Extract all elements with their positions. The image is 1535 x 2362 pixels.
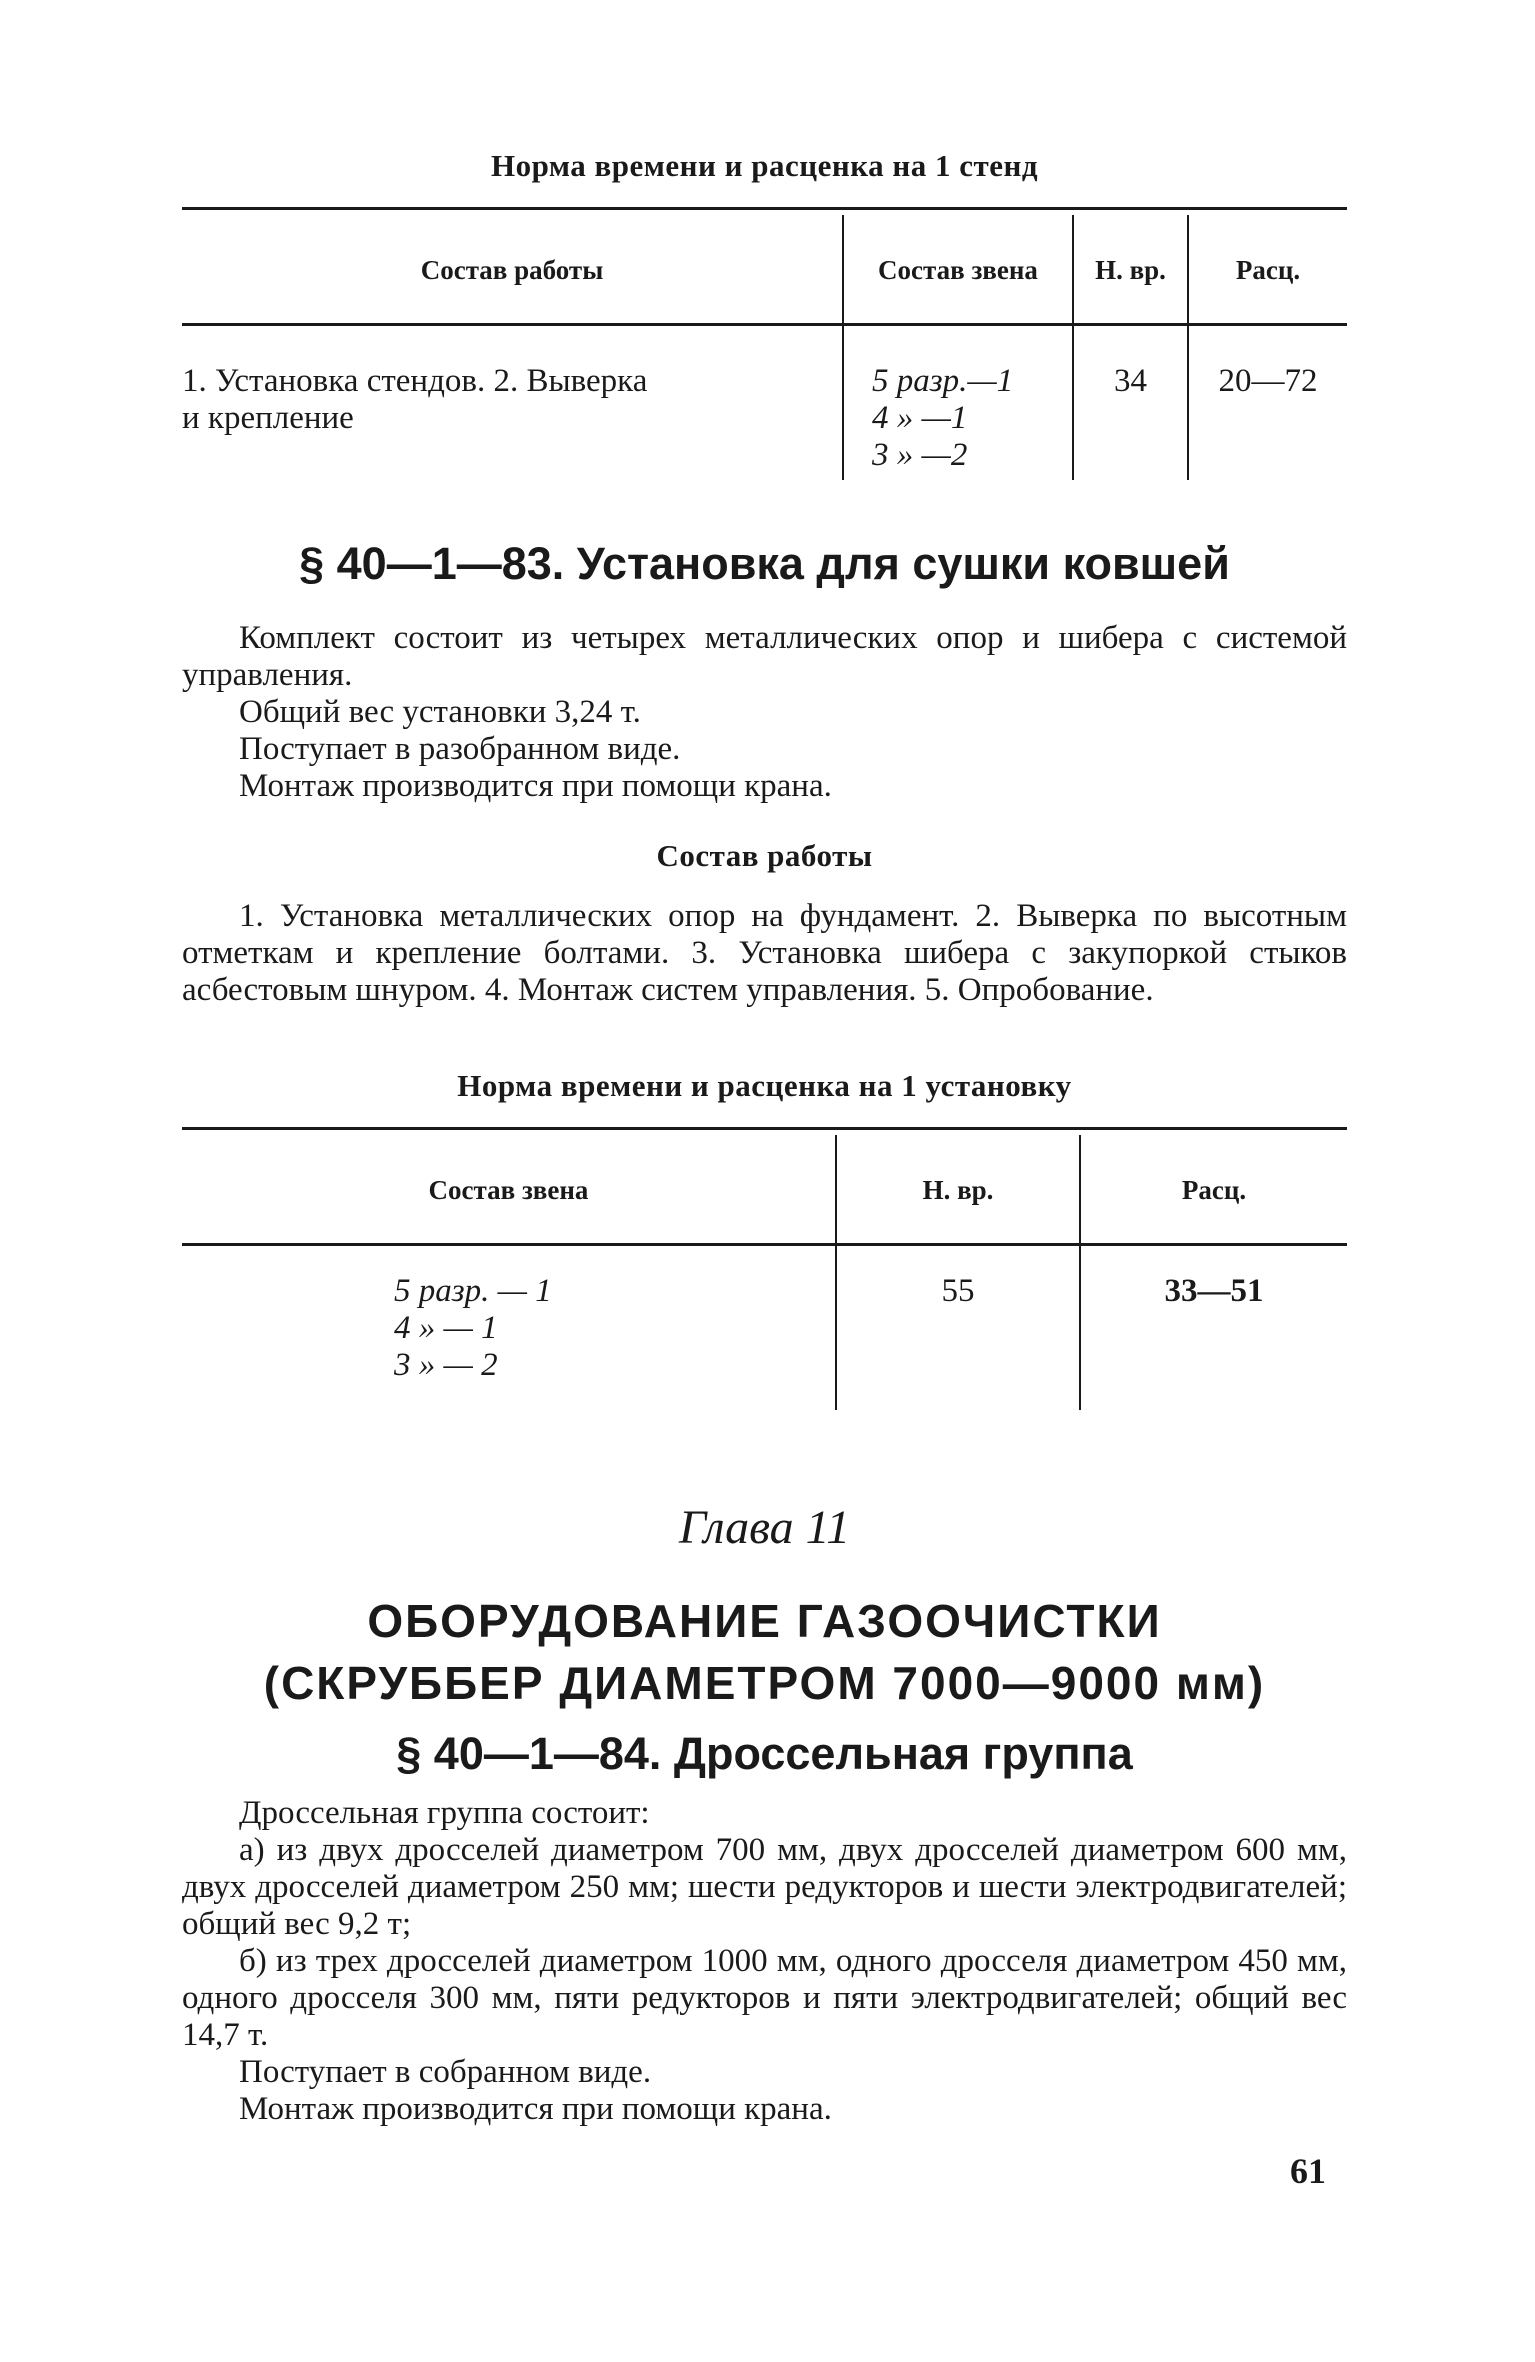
table2-crew-2: 4 » — 1 xyxy=(394,1310,498,1346)
page-number: 61 xyxy=(1290,2151,1326,2191)
section84-paragraph-2: а) из двух дросселей диаметром 700 мм, двух дросселей диаметром 600 мм, двух дросселей диаметром 250 мм; шести редукторов и шести электродвигателей; общий вес 9,2 т; xyxy=(182,1832,1347,1942)
table1-header-rate: Расц. xyxy=(1235,255,1301,285)
section83-paragraph-3: Поступает в разобранном виде. xyxy=(239,731,681,767)
table2-norm: 55 xyxy=(941,1273,975,1309)
section84-paragraph-1: Дроссельная группа состоит: xyxy=(239,1795,650,1831)
table1-header-crew: Состав звена xyxy=(878,255,1038,285)
table2-header-rate: Расц. xyxy=(1181,1175,1247,1205)
table1-crew-2: 4 » —1 xyxy=(872,400,968,436)
table1-header-work: Состав работы xyxy=(420,255,604,285)
table1-top-rule xyxy=(182,207,1347,210)
section83-paragraph-4: Монтаж производится при помощи крана. xyxy=(239,768,832,804)
table2-header-rule xyxy=(182,1243,1347,1246)
section84-paragraph-3: б) из трех дросселей диаметром 1000 мм, одного дросселя диаметром 450 мм, одного дросселя 300 мм, пяти редукторов и пяти электродвигателей; общий вес 14,7 т. xyxy=(182,1943,1347,2053)
table1-crew-1: 5 разр.—1 xyxy=(872,363,1014,399)
table2-caption: Норма времени и расценка на 1 установку xyxy=(457,1068,1072,1103)
table1-crew-3: 3 » —2 xyxy=(872,437,968,473)
table2-header-crew: Состав звена xyxy=(428,1175,589,1205)
table2 xyxy=(182,1125,1347,1415)
table2-top-rule xyxy=(182,1127,1347,1130)
table1-rate: 20—72 xyxy=(1218,363,1318,399)
table2-crew-3: 3 » — 2 xyxy=(394,1347,498,1383)
table2-rate: 33—51 xyxy=(1164,1273,1264,1309)
chapter-title-line1: ОБОРУДОВАНИЕ ГАЗООЧИСТКИ xyxy=(367,1595,1162,1647)
section83-paragraph-2: Общий вес установки 3,24 т. xyxy=(239,694,641,730)
chapter-label: Глава 11 xyxy=(678,1501,851,1554)
table2-crew-1: 5 разр. — 1 xyxy=(394,1273,552,1309)
table2-header-norm: Н. вр. xyxy=(922,1175,994,1205)
table1 xyxy=(182,205,1347,490)
section83-work-text: 1. Установка металлических опор на фундамент. 2. Выверка по высотным отметкам и крепление болтами. 3. Установка шибера с закупоркой стыков асбестовым шнуром. 4. Монтаж систем управления. 5. Опробование. xyxy=(182,898,1347,1008)
section84-paragraph-5: Монтаж производится при помощи крана. xyxy=(239,2091,832,2127)
table1-norm: 34 xyxy=(1114,363,1147,399)
section84-title: § 40—1—84. Дроссельная группа xyxy=(396,1728,1133,1779)
section84-paragraph-4: Поступает в собранном виде. xyxy=(239,2054,652,2090)
section83-title: § 40—1—83. Установка для сушки ковшей xyxy=(299,538,1230,589)
table1-caption: Норма времени и расценка на 1 стенд xyxy=(490,148,1038,183)
table1-header-norm: Н. вр. xyxy=(1095,255,1166,285)
table1-work-line2: и крепление xyxy=(182,400,354,436)
section83-paragraph-1: Комплект состоит из четырех металлических опор и шибера с системой управления. xyxy=(182,620,1347,693)
table1-work-line1: 1. Установка стендов. 2. Выверка xyxy=(182,363,648,399)
table1-header-rule xyxy=(182,323,1347,326)
chapter-title-line2: (СКРУББЕР ДИАМЕТРОМ 7000—9000 мм) xyxy=(263,1657,1266,1709)
section83-work-heading: Состав работы xyxy=(656,838,873,873)
